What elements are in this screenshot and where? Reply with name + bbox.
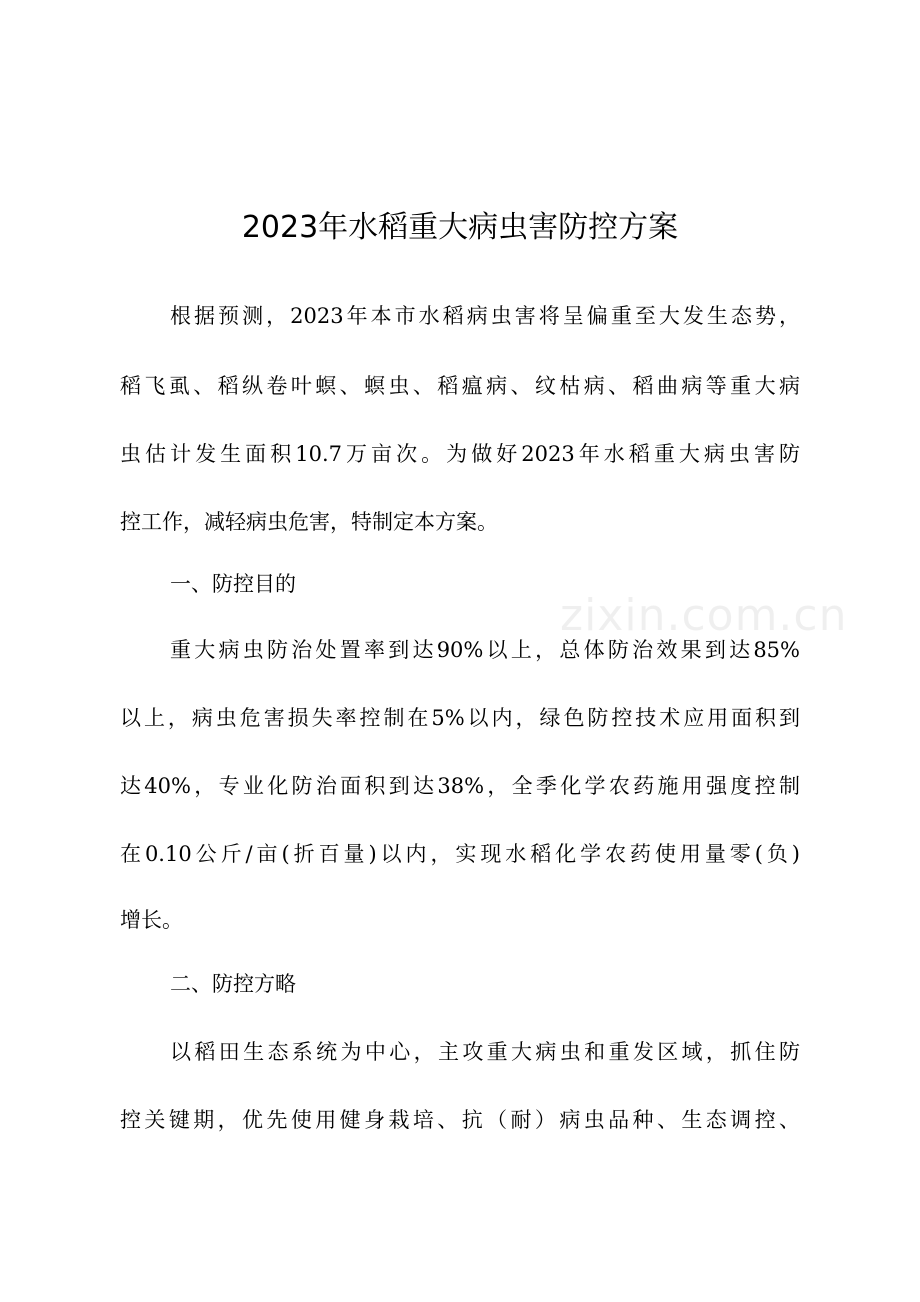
watermark: zixin.com.cn <box>560 590 848 641</box>
paragraph-line: 根据预测，2023年本市水稻病虫害将呈偏重至大发生态势， <box>170 304 800 328</box>
paragraph-line: 稻飞虱、稻纵卷叶螟、螟虫、稻瘟病、纹枯病、稻曲病等重大病 <box>120 374 800 398</box>
section-heading-goals: 一、防控目的 <box>170 572 296 596</box>
paragraph-line: 在0.10公斤/亩(折百量)以内，实现水稻化学农药使用量零(负) <box>120 842 800 866</box>
paragraph-line: 虫估计发生面积10.7万亩次。为做好2023年水稻重大病虫害防 <box>120 442 800 466</box>
paragraph-line: 控工作，减轻病虫危害，特制定本方案。 <box>120 510 498 534</box>
paragraph-line: 重大病虫防治处置率到达90%以上，总体防治效果到达85% <box>170 638 800 662</box>
paragraph-line: 增长。 <box>120 908 183 932</box>
section-heading-strategy: 二、防控方略 <box>170 972 296 996</box>
paragraph-line: 以上，病虫危害损失率控制在5%以内，绿色防控技术应用面积到 <box>120 706 800 730</box>
page-title: 2023年水稻重大病虫害防控方案 <box>241 210 679 245</box>
paragraph-line: 以稻田生态系统为中心，主攻重大病虫和重发区域，抓住防 <box>170 1040 800 1064</box>
paragraph-line: 控关键期，优先使用健身栽培、抗（耐）病虫品种、生态调控、 <box>120 1108 800 1132</box>
paragraph-line: 达40%，专业化防治面积到达38%，全季化学农药施用强度控制 <box>120 774 800 798</box>
